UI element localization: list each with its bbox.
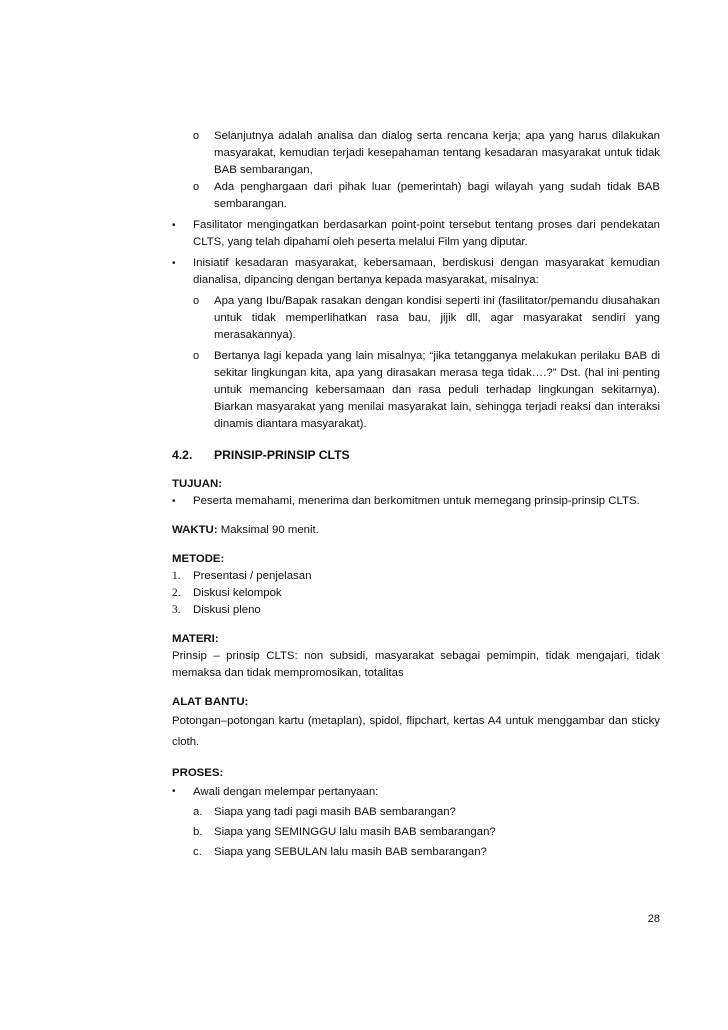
circle-bullet: o <box>193 130 200 142</box>
disc-bullet: • <box>172 786 176 797</box>
list-letter: b. <box>193 826 203 838</box>
list-letter: a. <box>193 806 203 818</box>
waktu-value: Maksimal 90 menit. <box>217 524 319 536</box>
sub-bullet-analysis <box>172 128 660 179</box>
list-number: 1. <box>172 570 181 582</box>
circle-bullet: o <box>193 295 200 307</box>
proses-label: PROSES: <box>172 767 224 779</box>
materi-label: MATERI: <box>172 633 219 645</box>
bullet-text: Inisiatif kesadaran masyarakat, kebersamaan, berdiskusi dengan masyarakat kemudian dianalisa, dipancing dengan bertanya kepada masyarakat, misalnya: <box>193 257 660 286</box>
waktu-line <box>172 522 660 539</box>
metode-item <box>172 585 660 602</box>
metode-text: Diskusi kelompok <box>193 587 282 599</box>
sub-bullet-question-1 <box>172 293 660 344</box>
waktu-label: WAKTU: <box>172 524 218 536</box>
metode-text: Presentasi / penjelasan <box>193 570 312 582</box>
section-number: 4.2. <box>172 448 193 462</box>
question-text: Siapa yang tadi pagi masih BAB sembarangan? <box>214 806 456 818</box>
section-heading <box>172 447 660 464</box>
list-number: 2. <box>172 587 181 599</box>
disc-bullet: • <box>172 496 176 507</box>
sub-bullet-award <box>172 179 660 213</box>
page-number: 28 <box>647 913 660 925</box>
tujuan-label: TUJUAN: <box>172 478 222 490</box>
section-title: PRINSIP-PRINSIP CLTS <box>214 448 350 462</box>
proses-question <box>172 842 660 862</box>
proses-text: Awali dengan melempar pertanyaan: <box>193 786 379 798</box>
alat-bantu-label: ALAT BANTU: <box>172 696 249 708</box>
bullet-initiative <box>172 255 660 289</box>
bullet-facilitator <box>172 217 660 251</box>
sub-bullet-text: Ada penghargaan dari pihak luar (pemerintah) bagi wilayah yang sudah tidak BAB sembarangan. <box>214 181 660 210</box>
disc-bullet: • <box>172 220 176 231</box>
sub-bullet-text: Bertanya lagi kepada yang lain misalnya; “jika tetangganya melakukan perilaku BAB di sekitar lingkungan kita, apa yang dirasakan merasa tega tidak….?” Dst. (hal ini penting untuk memancing kebersamaan dan rasa peduli terhadap lingkungan sekitarnya). Biarkan masyarakat yang menilai masyarakat lain, sehingga terjadi reaksi dan interaksi dinamis diantara masyarakat). <box>214 350 660 430</box>
tujuan-bullet <box>172 493 660 510</box>
metode-item <box>172 568 660 585</box>
sub-bullet-text: Selanjutnya adalah analisa dan dialog serta rencana kerja; apa yang harus dilakukan masyarakat, kemudian terjadi kesepahaman tentang kesadaran masyarakat untuk tidak BAB sembarangan, <box>214 130 660 176</box>
tujuan-text: Peserta memahami, menerima dan berkomitmen untuk memegang prinsip-prinsip CLTS. <box>193 495 640 507</box>
page-content <box>172 128 660 862</box>
list-letter: c. <box>193 846 202 858</box>
proses-bullet <box>172 782 660 802</box>
question-text: Siapa yang SEMINGGU lalu masih BAB sembarangan? <box>214 826 496 838</box>
sub-bullet-text: Apa yang Ibu/Bapak rasakan dengan kondisi seperti ini (fasilitator/pemandu diusahakan untuk tidak memperlihatkan rasa bau, jijik dll, agar masyarakat sendiri yang merasakannya). <box>214 295 660 341</box>
question-text: Siapa yang SEBULAN lalu masih BAB sembarangan? <box>214 846 487 858</box>
metode-text: Diskusi pleno <box>193 604 261 616</box>
metode-item <box>172 602 660 619</box>
disc-bullet: • <box>172 258 176 269</box>
bullet-text: Fasilitator mengingatkan berdasarkan point-point tersebut tentang proses dari pendekatan CLTS, yang telah dipahami oleh peserta melalui Film yang diputar. <box>193 219 660 248</box>
alat-bantu-text: Potongan–potongan kartu (metaplan), spidol, flipchart, kertas A4 untuk menggambar dan sticky cloth. <box>172 715 660 748</box>
sub-bullet-question-2 <box>172 348 660 433</box>
circle-bullet: o <box>193 181 200 193</box>
circle-bullet: o <box>193 350 200 362</box>
metode-label: METODE: <box>172 553 225 565</box>
materi-text: Prinsip – prinsip CLTS: non subsidi, masyarakat sebagai pemimpin, tidak mengajari, tidak memaksa dan tidak mempromosikan, totalitas <box>172 650 660 679</box>
proses-question <box>172 802 660 822</box>
list-number: 3. <box>172 604 181 616</box>
proses-question <box>172 822 660 842</box>
